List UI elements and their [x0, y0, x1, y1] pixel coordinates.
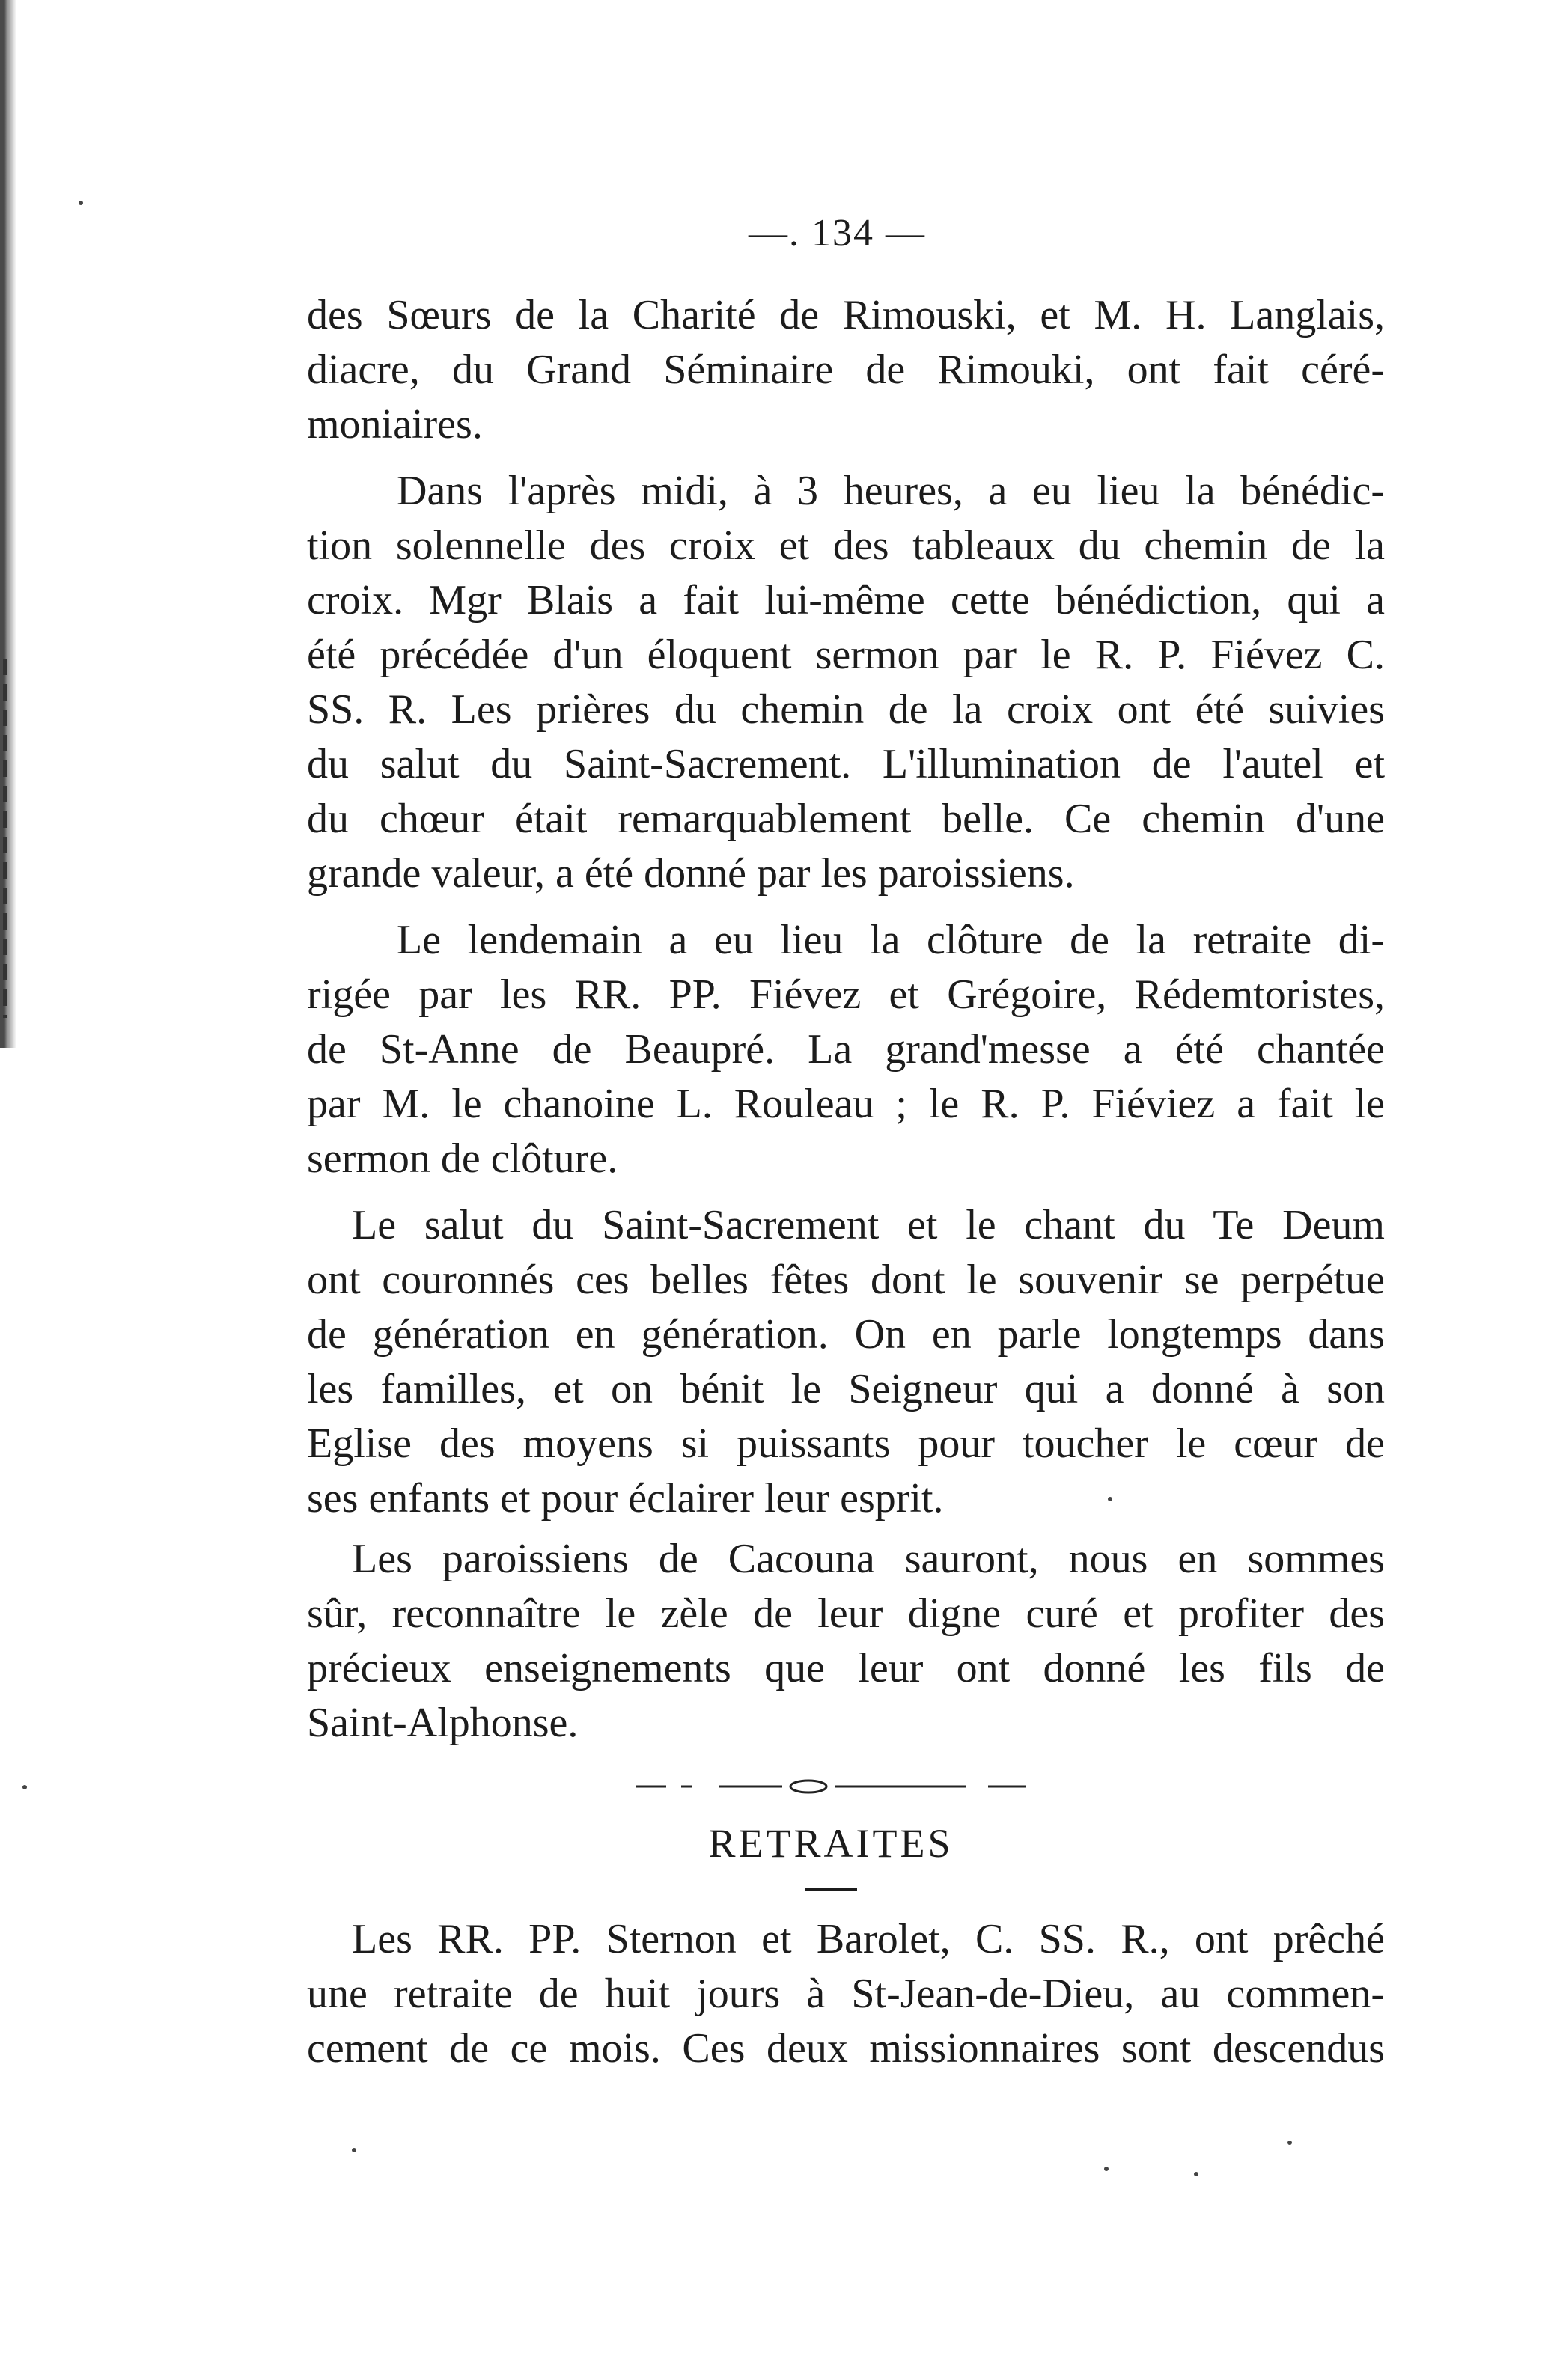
text-line: des Sœurs de la Charité de Rimouski, et M. H. Langlais, [307, 292, 1385, 338]
paragraph [307, 1198, 1385, 1526]
text-line: par M. le chanoine L. Rouleau ; le R. P. Fiéviez a fait le [307, 1081, 1385, 1127]
text-line: Eglise des moyens si puissants pour toucher le cœur de [307, 1421, 1385, 1467]
text-line: croix. Mgr Blais a fait lui-même cette bénédiction, qui a [307, 577, 1385, 623]
text-line: de St-Anne de Beaupré. La grand'messe a été chantée [307, 1026, 1385, 1072]
section-text [307, 1912, 1385, 2076]
paragraph [307, 1532, 1385, 1751]
text-line: cement de ce mois. Ces deux missionnaires sont descendus [307, 2025, 1385, 2072]
text-line: précieux enseignements que leur ont donné les fils de [307, 1645, 1385, 1691]
scan-binding-marks [3, 659, 7, 1018]
main-text [307, 288, 1385, 1751]
paragraph [307, 1912, 1385, 2076]
text-line: moniaires. [307, 401, 483, 448]
text-line: été précédée d'un éloquent sermon par le R. P. Fiévez C. [307, 632, 1385, 678]
section-divider-ornament [636, 1775, 1026, 1798]
text-line: SS. R. Les prières du chemin de la croix ont été suivies [307, 686, 1385, 733]
text-line: ses enfants et pour éclairer leur esprit. [307, 1475, 944, 1522]
page-number: —. 134 — [749, 212, 926, 254]
text-line: grande valeur, a été donné par les paroissiens. [307, 850, 1075, 897]
paragraph [307, 913, 1385, 1186]
text-line: Saint-Alphonse. [307, 1700, 579, 1746]
text-line: tion solennelle des croix et des tableaux du chemin de la [307, 522, 1385, 569]
text-line: sermon de clôture. [307, 1135, 618, 1182]
text-line: du chœur était remarquablement belle. Ce chemin d'une [307, 796, 1385, 842]
text-line: du salut du Saint-Sacrement. L'illumination de l'autel et [307, 741, 1385, 787]
paragraph [307, 464, 1385, 901]
text-line: les familles, et on bénit le Seigneur qui a donné à son [307, 1366, 1385, 1412]
heading-underline [805, 1888, 857, 1891]
text-line: Les RR. PP. Sternon et Barolet, C. SS. R., ont prêché [352, 1916, 1385, 1962]
paragraph [307, 288, 1385, 452]
text-line: Dans l'après midi, à 3 heures, a eu lieu la bénédic- [397, 468, 1385, 514]
text-line: Les paroissiens de Cacouna sauront, nous en sommes [352, 1536, 1385, 1582]
text-line: diacre, du Grand Séminaire de Rimouki, ont fait céré- [307, 347, 1385, 393]
text-line: sûr, reconnaître le zèle de leur digne curé et profiter des [307, 1590, 1385, 1637]
text-line: Le salut du Saint-Sacrement et le chant du Te Deum [352, 1202, 1385, 1248]
section-heading: RETRAITES [708, 1821, 954, 1866]
text-line: rigée par les RR. PP. Fiévez et Grégoire, Rédemtoristes, [307, 971, 1385, 1018]
text-line: ont couronnés ces belles fêtes dont le souvenir se perpétue [307, 1257, 1385, 1303]
text-line: une retraite de huit jours à St-Jean-de-Dieu, au commen- [307, 1971, 1385, 2017]
text-line: de génération en génération. On en parle longtemps dans [307, 1311, 1385, 1358]
text-line: Le lendemain a eu lieu la clôture de la retraite di- [397, 917, 1385, 963]
